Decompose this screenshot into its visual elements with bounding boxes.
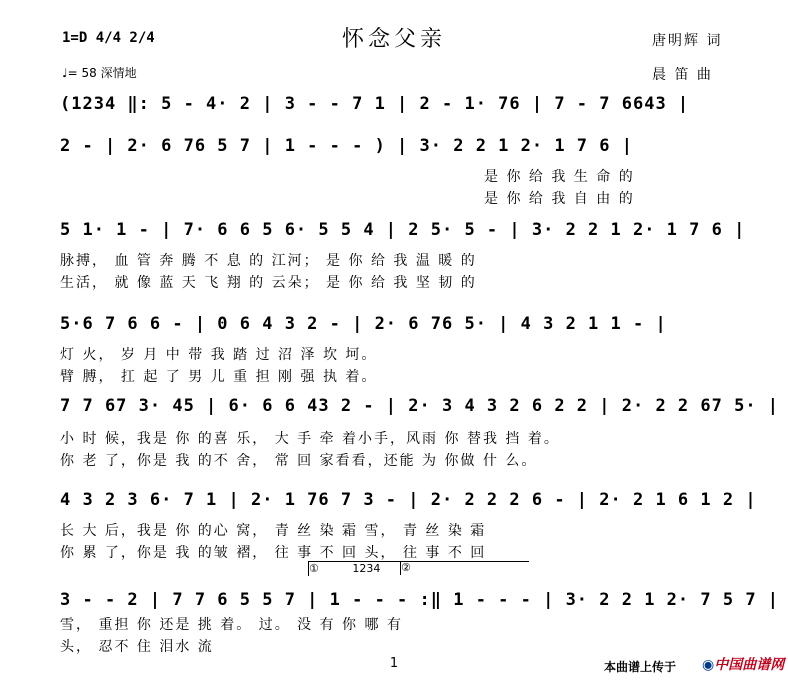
lyric-line-7b: 头， 忍不 住 泪水 流: [60, 639, 214, 655]
site-logo: [702, 654, 784, 674]
lyric-line-3a: 脉搏， 血 管 奔 腾 不 息 的 江河； 是 你 给 我 温 暖 的: [60, 253, 477, 269]
upload-note: 本曲谱上传于: [604, 660, 677, 674]
tempo-marking: ♩= 58 深情地: [62, 66, 137, 80]
lyric-line-6b: 你 累 了，你是 我 的皱 褶， 往 事 不 回 头， 往 事 不 回: [60, 545, 487, 561]
volta-first-mark: 1234: [352, 562, 381, 575]
key-signature: 1=D 4/4 2/4: [62, 30, 155, 46]
lyric-line-2a: 是 你 给 我 生 命 的: [484, 169, 635, 185]
lyric-line-6a: 长 大 后，我是 你 的心 窝， 青 丝 染 霜 雪， 青 丝 染 霜: [60, 523, 487, 539]
volta-second-ending: [400, 561, 481, 575]
logo-text: 中国曲谱网: [714, 657, 785, 673]
page-number: 1: [389, 656, 399, 671]
volta-second-label: ②: [401, 561, 411, 574]
volta-first-label: ①: [309, 562, 319, 575]
lyric-line-7a: 雪， 重担 你 还是 挑 着。 过。 没 有 你 哪 有: [60, 617, 403, 633]
lyric-line-2b: 是 你 给 我 自 由 的: [484, 191, 635, 207]
logo-globe-icon: ◉: [702, 657, 715, 673]
lyric-line-5b: 你 老 了，你是 我 的不 舍， 常 回 家看看，还能 为 你做 什 么。: [60, 453, 538, 469]
composer-credit: 晨 笛 曲: [652, 67, 713, 83]
lyric-line-5a: 小 时 候，我是 你 的喜 乐， 大 手 牵 着小手，风雨 你 替我 挡 着。: [60, 431, 560, 447]
notation-line-5: 7 7 67 3· 45 | 6· 6 6 43 2 - | 2· 3 4 3 2 6 2 2 | 2· 2 2 67 5· |: [60, 396, 780, 416]
notation-line-3: 5 1· 1 - | 7· 6 6 5 6· 5 5 4 | 2 5· 5 - | 3· 2 2 1 2· 1 7 6 |: [60, 220, 746, 240]
notation-line-7: 3 - - 2 | 7 7 6 5 5 7 | 1 - - - :‖ 1 - - - | 3· 2 2 1 2· 7 5 7 |: [60, 590, 780, 610]
notation-line-4: 5·6 7 6 6 - | 0 6 4 3 2 - | 2· 6 76 5· | 4 3 2 1 1 - |: [60, 314, 667, 334]
notation-line-2: 2 - | 2· 6 76 5 7 | 1 - - - ) | 3· 2 2 1 2· 1 7 6 |: [60, 136, 633, 156]
lyricist-credit: 唐明辉 词: [652, 33, 723, 49]
lyric-line-3b: 生活， 就 像 蓝 天 飞 翔 的 云朵； 是 你 给 我 坚 韧 的: [60, 275, 477, 291]
notation-line-6: 4 3 2 3 6· 7 1 | 2· 1 76 7 3 - | 2· 2 2 2 6 - | 2· 2 1 6 1 2 |: [60, 490, 757, 510]
page-title: 怀念父亲: [341, 27, 446, 52]
notation-line-1: (1234 ‖: 5 - 4· 2 | 3 - - 7 1 | 2 - 1· 76 | 7 - 7 6643 |: [60, 94, 690, 114]
lyric-line-4a: 灯 火， 岁 月 中 带 我 踏 过 沼 泽 坎 坷。: [60, 347, 378, 363]
lyric-line-4b: 臂 膊， 扛 起 了 男 儿 重 担 刚 强 执 着。: [60, 369, 378, 385]
